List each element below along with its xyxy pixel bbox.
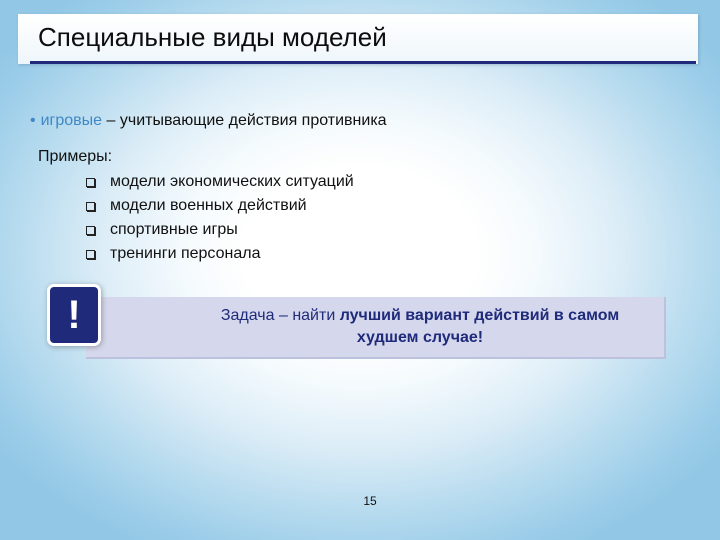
title-underline: [30, 61, 696, 64]
task-emphasis: лучший вариант действий в самом худшем случае!: [339, 307, 620, 346]
task-text: [115, 305, 635, 349]
warning-badge: [50, 287, 98, 343]
square-bullet-icon: [86, 178, 95, 187]
task-box: [86, 297, 666, 359]
list-item: [86, 194, 354, 218]
bullet-definition: – учитывающие действия противника: [102, 112, 387, 129]
example-text: модели военных действий: [110, 197, 307, 214]
square-bullet-icon: [86, 226, 95, 235]
bullet-dot-icon: •: [30, 112, 36, 129]
page-number: 15: [363, 494, 377, 508]
square-bullet-icon: [86, 250, 95, 259]
list-item: [86, 218, 354, 242]
example-text: спортивные игры: [110, 221, 238, 238]
list-item: [86, 170, 354, 194]
examples-list: [86, 170, 354, 266]
exclamation-icon: !: [67, 293, 81, 337]
square-bullet-icon: [86, 202, 95, 211]
bullet-term: игровые: [40, 112, 103, 129]
example-text: тренинги персонала: [110, 245, 261, 262]
task-lead: Задача – найти: [220, 307, 340, 324]
list-item: [86, 242, 354, 266]
examples-heading: Примеры:: [38, 148, 113, 165]
example-text: модели экономических ситуаций: [110, 173, 354, 190]
slide-title: Специальные виды моделей: [38, 22, 387, 52]
bullet-games: [30, 112, 387, 130]
